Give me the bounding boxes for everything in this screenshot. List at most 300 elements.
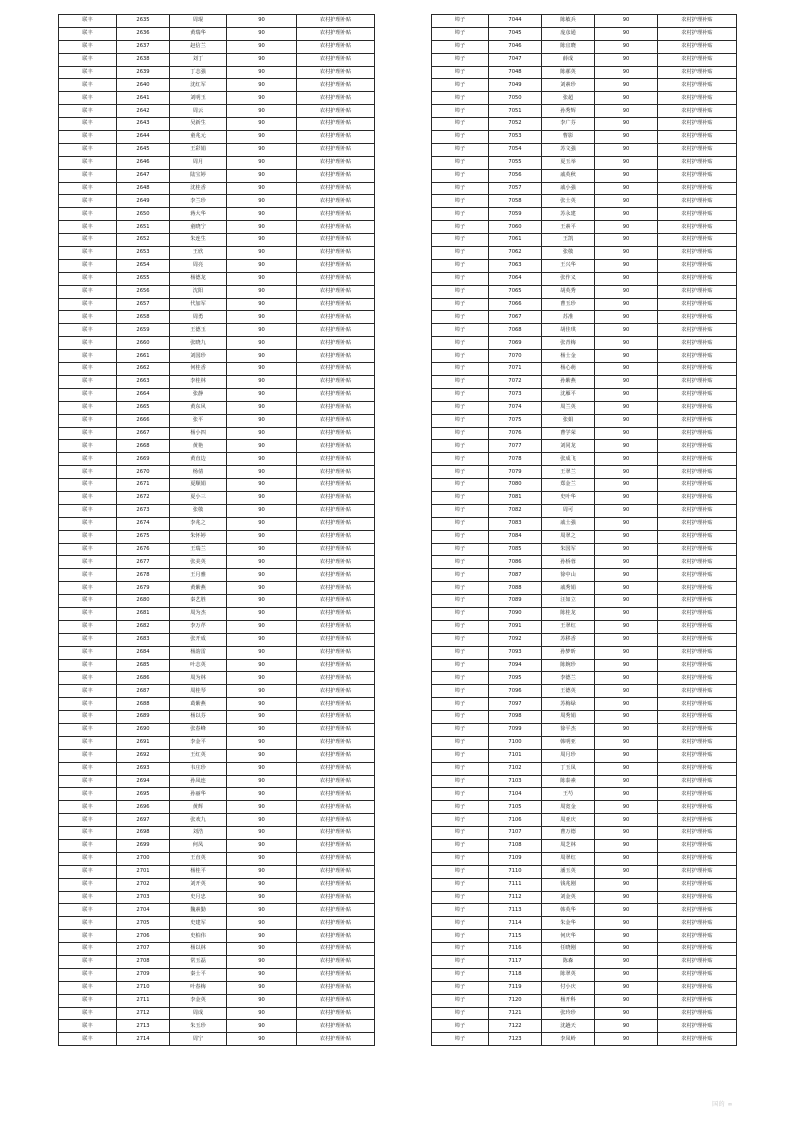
id-cell: 2659 <box>117 324 170 337</box>
category-cell: 农村护理补贴 <box>658 569 737 582</box>
village-cell: 埠子 <box>432 595 489 608</box>
village-cell: 联丰 <box>59 272 117 285</box>
id-cell: 7117 <box>489 956 542 969</box>
name-cell: 周宁 <box>170 1033 227 1046</box>
table-row <box>59 298 375 311</box>
name-cell: 杨开科 <box>542 994 595 1007</box>
village-cell: 联丰 <box>59 401 117 414</box>
name-cell: 韦庄珍 <box>170 762 227 775</box>
category-cell: 农村护理补贴 <box>658 169 737 182</box>
table-row <box>432 865 737 878</box>
id-cell: 2635 <box>117 15 170 28</box>
left-roster-table <box>58 14 375 1046</box>
amount-cell: 90 <box>227 698 297 711</box>
table-row <box>432 930 737 943</box>
category-cell: 农村护理补贴 <box>297 698 375 711</box>
category-cell: 农村护理补贴 <box>297 749 375 762</box>
amount-cell: 90 <box>595 981 658 994</box>
id-cell: 2692 <box>117 749 170 762</box>
village-cell: 联丰 <box>59 659 117 672</box>
name-cell: 周秀娟 <box>542 711 595 724</box>
category-cell: 农村护理补贴 <box>658 1007 737 1020</box>
village-cell: 联丰 <box>59 131 117 144</box>
village-cell: 联丰 <box>59 1033 117 1046</box>
name-cell: 周琨 <box>170 15 227 28</box>
name-cell: 代加军 <box>170 298 227 311</box>
amount-cell: 90 <box>227 221 297 234</box>
id-cell: 7065 <box>489 285 542 298</box>
id-cell: 7081 <box>489 491 542 504</box>
name-cell: 陈桂龙 <box>542 607 595 620</box>
category-cell: 农村护理补贴 <box>658 27 737 40</box>
name-cell: 李金平 <box>170 736 227 749</box>
table-row <box>432 311 737 324</box>
id-cell: 7106 <box>489 814 542 827</box>
category-cell: 农村护理补贴 <box>658 646 737 659</box>
category-cell: 农村护理补贴 <box>297 337 375 350</box>
id-cell: 2691 <box>117 736 170 749</box>
category-cell: 农村护理补贴 <box>658 221 737 234</box>
name-cell: 周宽金 <box>542 801 595 814</box>
category-cell: 农村护理补贴 <box>658 775 737 788</box>
table-row <box>432 530 737 543</box>
name-cell: 韩英华 <box>542 904 595 917</box>
category-cell: 农村护理补贴 <box>297 131 375 144</box>
village-cell: 联丰 <box>59 865 117 878</box>
category-cell: 农村护理补贴 <box>658 852 737 865</box>
table-row <box>432 143 737 156</box>
amount-cell: 90 <box>595 698 658 711</box>
id-cell: 7071 <box>489 363 542 376</box>
name-cell: 戚秀娟 <box>542 582 595 595</box>
category-cell: 农村护理补贴 <box>658 930 737 943</box>
table-row <box>432 234 737 247</box>
id-cell: 7062 <box>489 247 542 260</box>
id-cell: 2675 <box>117 530 170 543</box>
name-cell: 周亚庆 <box>542 814 595 827</box>
name-cell: 史叶华 <box>542 491 595 504</box>
id-cell: 7070 <box>489 350 542 363</box>
table-row <box>59 118 375 131</box>
table-row <box>59 543 375 556</box>
village-cell: 埠子 <box>432 801 489 814</box>
category-cell: 农村护理补贴 <box>297 852 375 865</box>
amount-cell: 90 <box>227 504 297 517</box>
amount-cell: 90 <box>227 491 297 504</box>
category-cell: 农村护理补贴 <box>658 131 737 144</box>
table-row <box>432 1033 737 1046</box>
village-cell: 埠子 <box>432 917 489 930</box>
name-cell: 沈阳 <box>170 285 227 298</box>
name-cell: 叶春梅 <box>170 981 227 994</box>
amount-cell: 90 <box>595 156 658 169</box>
table-row <box>432 66 737 79</box>
name-cell: 孙紫燕 <box>542 375 595 388</box>
name-cell: 王素平 <box>542 221 595 234</box>
category-cell: 农村护理补贴 <box>658 530 737 543</box>
table-row <box>432 517 737 530</box>
village-cell: 埠子 <box>432 530 489 543</box>
table-row <box>59 904 375 917</box>
id-cell: 2674 <box>117 517 170 530</box>
name-cell: 叶志英 <box>170 659 227 672</box>
category-cell: 农村护理补贴 <box>658 814 737 827</box>
amount-cell: 90 <box>595 827 658 840</box>
amount-cell: 90 <box>227 53 297 66</box>
table-row <box>432 711 737 724</box>
amount-cell: 90 <box>595 904 658 917</box>
village-cell: 埠子 <box>432 878 489 891</box>
id-cell: 7102 <box>489 762 542 775</box>
table-row <box>59 156 375 169</box>
table-row <box>59 66 375 79</box>
amount-cell: 90 <box>595 956 658 969</box>
village-cell: 埠子 <box>432 930 489 943</box>
amount-cell: 90 <box>227 479 297 492</box>
table-row <box>59 221 375 234</box>
amount-cell: 90 <box>595 723 658 736</box>
amount-cell: 90 <box>595 40 658 53</box>
category-cell: 农村护理补贴 <box>658 143 737 156</box>
table-row <box>432 878 737 891</box>
id-cell: 2646 <box>117 156 170 169</box>
id-cell: 2672 <box>117 491 170 504</box>
category-cell: 农村护理补贴 <box>658 711 737 724</box>
id-cell: 2708 <box>117 956 170 969</box>
category-cell: 农村护理补贴 <box>297 414 375 427</box>
amount-cell: 90 <box>227 620 297 633</box>
id-cell: 2685 <box>117 659 170 672</box>
amount-cell: 90 <box>227 659 297 672</box>
name-cell: 韩明亚 <box>542 736 595 749</box>
name-cell: 李凤岭 <box>542 1033 595 1046</box>
table-row <box>432 595 737 608</box>
village-cell: 联丰 <box>59 672 117 685</box>
village-cell: 联丰 <box>59 749 117 762</box>
table-row <box>59 569 375 582</box>
name-cell: 夏玉举 <box>542 156 595 169</box>
amount-cell: 90 <box>595 659 658 672</box>
id-cell: 2707 <box>117 943 170 956</box>
table-row <box>59 491 375 504</box>
village-cell: 埠子 <box>432 685 489 698</box>
table-row <box>59 968 375 981</box>
id-cell: 7052 <box>489 118 542 131</box>
table-row <box>432 607 737 620</box>
amount-cell: 90 <box>595 801 658 814</box>
name-cell: 刘国珍 <box>170 350 227 363</box>
amount-cell: 90 <box>227 466 297 479</box>
amount-cell: 90 <box>595 247 658 260</box>
table-row <box>59 272 375 285</box>
village-cell: 埠子 <box>432 440 489 453</box>
village-cell: 埠子 <box>432 827 489 840</box>
id-cell: 2673 <box>117 504 170 517</box>
table-row <box>432 981 737 994</box>
name-cell: 杨士金 <box>542 350 595 363</box>
table-row <box>59 646 375 659</box>
amount-cell: 90 <box>227 968 297 981</box>
table-row <box>59 195 375 208</box>
amount-cell: 90 <box>227 15 297 28</box>
name-cell: 王凯 <box>542 234 595 247</box>
name-cell: 王德英 <box>542 685 595 698</box>
id-cell: 7087 <box>489 569 542 582</box>
name-cell: 李桂林 <box>170 375 227 388</box>
name-cell: 杨以芬 <box>170 711 227 724</box>
name-cell: 周成 <box>170 1007 227 1020</box>
village-cell: 联丰 <box>59 375 117 388</box>
id-cell: 2656 <box>117 285 170 298</box>
village-cell: 联丰 <box>59 92 117 105</box>
category-cell: 农村护理补贴 <box>297 195 375 208</box>
amount-cell: 90 <box>595 840 658 853</box>
table-row <box>432 414 737 427</box>
table-row <box>59 1033 375 1046</box>
name-cell: 苏永建 <box>542 208 595 221</box>
name-cell: 徐中山 <box>542 569 595 582</box>
name-cell: 秦艺胜 <box>170 595 227 608</box>
id-cell: 2694 <box>117 775 170 788</box>
village-cell: 埠子 <box>432 169 489 182</box>
id-cell: 7067 <box>489 311 542 324</box>
category-cell: 农村护理补贴 <box>297 904 375 917</box>
category-cell: 农村护理补贴 <box>297 182 375 195</box>
category-cell: 农村护理补贴 <box>297 891 375 904</box>
village-cell: 联丰 <box>59 930 117 943</box>
category-cell: 农村护理补贴 <box>297 543 375 556</box>
category-cell: 农村护理补贴 <box>297 66 375 79</box>
table-row <box>432 891 737 904</box>
amount-cell: 90 <box>227 27 297 40</box>
village-cell: 联丰 <box>59 878 117 891</box>
name-cell: 周桂琴 <box>170 685 227 698</box>
category-cell: 农村护理补贴 <box>297 981 375 994</box>
village-cell: 埠子 <box>432 388 489 401</box>
amount-cell: 90 <box>595 1020 658 1033</box>
id-cell: 2650 <box>117 208 170 221</box>
category-cell: 农村护理补贴 <box>658 15 737 28</box>
village-cell: 联丰 <box>59 904 117 917</box>
name-cell: 黄辉 <box>170 801 227 814</box>
amount-cell: 90 <box>595 736 658 749</box>
amount-cell: 90 <box>227 981 297 994</box>
name-cell: 李兆之 <box>170 517 227 530</box>
name-cell: 周为林 <box>170 672 227 685</box>
village-cell: 联丰 <box>59 143 117 156</box>
amount-cell: 90 <box>595 543 658 556</box>
name-cell: 张超 <box>542 92 595 105</box>
table-row <box>432 814 737 827</box>
id-cell: 7108 <box>489 840 542 853</box>
category-cell: 农村护理补贴 <box>658 981 737 994</box>
village-cell: 埠子 <box>432 775 489 788</box>
village-cell: 埠子 <box>432 672 489 685</box>
id-cell: 7103 <box>489 775 542 788</box>
category-cell: 农村护理补贴 <box>658 118 737 131</box>
id-cell: 7078 <box>489 453 542 466</box>
table-row <box>432 788 737 801</box>
amount-cell: 90 <box>595 453 658 466</box>
amount-cell: 90 <box>227 685 297 698</box>
name-cell: 李兰珍 <box>170 195 227 208</box>
amount-cell: 90 <box>595 118 658 131</box>
table-row <box>432 221 737 234</box>
id-cell: 2671 <box>117 479 170 492</box>
name-cell: 周翠红 <box>542 852 595 865</box>
table-row <box>432 427 737 440</box>
id-cell: 7057 <box>489 182 542 195</box>
category-cell: 农村护理补贴 <box>297 427 375 440</box>
amount-cell: 90 <box>227 994 297 1007</box>
name-cell: 张欢九 <box>170 814 227 827</box>
table-row <box>432 775 737 788</box>
village-cell: 联丰 <box>59 968 117 981</box>
id-cell: 2714 <box>117 1033 170 1046</box>
amount-cell: 90 <box>227 607 297 620</box>
village-cell: 埠子 <box>432 556 489 569</box>
category-cell: 农村护理补贴 <box>297 388 375 401</box>
category-cell: 农村护理补贴 <box>658 491 737 504</box>
name-cell: 徐平杰 <box>542 723 595 736</box>
id-cell: 2695 <box>117 788 170 801</box>
amount-cell: 90 <box>227 440 297 453</box>
name-cell: 付小庆 <box>542 981 595 994</box>
village-cell: 埠子 <box>432 221 489 234</box>
amount-cell: 90 <box>595 285 658 298</box>
name-cell: 何桂香 <box>170 363 227 376</box>
amount-cell: 90 <box>595 27 658 40</box>
amount-cell: 90 <box>227 156 297 169</box>
village-cell: 联丰 <box>59 994 117 1007</box>
village-cell: 埠子 <box>432 620 489 633</box>
village-cell: 联丰 <box>59 711 117 724</box>
amount-cell: 90 <box>595 852 658 865</box>
name-cell: 杨小四 <box>170 427 227 440</box>
name-cell: 陈翠英 <box>542 968 595 981</box>
village-cell: 埠子 <box>432 994 489 1007</box>
amount-cell: 90 <box>227 775 297 788</box>
category-cell: 农村护理补贴 <box>658 375 737 388</box>
village-cell: 埠子 <box>432 195 489 208</box>
village-cell: 联丰 <box>59 182 117 195</box>
category-cell: 农村护理补贴 <box>658 904 737 917</box>
village-cell: 埠子 <box>432 414 489 427</box>
amount-cell: 90 <box>595 865 658 878</box>
id-cell: 2682 <box>117 620 170 633</box>
category-cell: 农村护理补贴 <box>658 440 737 453</box>
id-cell: 2676 <box>117 543 170 556</box>
id-cell: 2665 <box>117 401 170 414</box>
name-cell: 杨心萌 <box>542 363 595 376</box>
name-cell: 陈宜晓 <box>542 40 595 53</box>
amount-cell: 90 <box>595 1007 658 1020</box>
id-cell: 7047 <box>489 53 542 66</box>
amount-cell: 90 <box>227 672 297 685</box>
name-cell: 李金英 <box>170 994 227 1007</box>
id-cell: 2654 <box>117 259 170 272</box>
name-cell: 王芍 <box>542 788 595 801</box>
amount-cell: 90 <box>227 633 297 646</box>
name-cell: 杨以林 <box>170 943 227 956</box>
id-cell: 2713 <box>117 1020 170 1033</box>
amount-cell: 90 <box>227 930 297 943</box>
id-cell: 2706 <box>117 930 170 943</box>
id-cell: 2647 <box>117 169 170 182</box>
table-row <box>432 827 737 840</box>
table-row <box>432 337 737 350</box>
amount-cell: 90 <box>227 79 297 92</box>
category-cell: 农村护理补贴 <box>297 479 375 492</box>
table-row <box>432 79 737 92</box>
amount-cell: 90 <box>595 672 658 685</box>
village-cell: 联丰 <box>59 736 117 749</box>
category-cell: 农村护理补贴 <box>658 801 737 814</box>
name-cell: 何庆华 <box>542 930 595 943</box>
category-cell: 农村护理补贴 <box>658 298 737 311</box>
amount-cell: 90 <box>595 350 658 363</box>
table-row <box>432 994 737 1007</box>
category-cell: 农村护理补贴 <box>658 917 737 930</box>
table-row <box>59 285 375 298</box>
name-cell: 孙丽华 <box>170 788 227 801</box>
village-cell: 埠子 <box>432 143 489 156</box>
village-cell: 埠子 <box>432 840 489 853</box>
amount-cell: 90 <box>595 208 658 221</box>
village-cell: 联丰 <box>59 337 117 350</box>
id-cell: 2663 <box>117 375 170 388</box>
category-cell: 农村护理补贴 <box>297 118 375 131</box>
table-row <box>432 479 737 492</box>
amount-cell: 90 <box>227 414 297 427</box>
amount-cell: 90 <box>595 388 658 401</box>
category-cell: 农村护理补贴 <box>658 1020 737 1033</box>
table-row <box>432 298 737 311</box>
category-cell: 农村护理补贴 <box>658 582 737 595</box>
village-cell: 联丰 <box>59 479 117 492</box>
category-cell: 农村护理补贴 <box>297 582 375 595</box>
table-row <box>59 363 375 376</box>
id-cell: 7118 <box>489 968 542 981</box>
village-cell: 埠子 <box>432 607 489 620</box>
name-cell: 戚士强 <box>542 517 595 530</box>
name-cell: 张青梅 <box>542 337 595 350</box>
table-row <box>59 981 375 994</box>
amount-cell: 90 <box>227 401 297 414</box>
id-cell: 7090 <box>489 607 542 620</box>
id-cell: 2711 <box>117 994 170 1007</box>
amount-cell: 90 <box>595 595 658 608</box>
village-cell: 埠子 <box>432 453 489 466</box>
name-cell: 朱连生 <box>170 234 227 247</box>
table-row <box>432 324 737 337</box>
table-row <box>432 169 737 182</box>
village-cell: 埠子 <box>432 981 489 994</box>
category-cell: 农村护理补贴 <box>658 337 737 350</box>
village-cell: 联丰 <box>59 208 117 221</box>
id-cell: 2664 <box>117 388 170 401</box>
name-cell: 周为杰 <box>170 607 227 620</box>
id-cell: 7110 <box>489 865 542 878</box>
village-cell: 埠子 <box>432 247 489 260</box>
category-cell: 农村护理补贴 <box>658 182 737 195</box>
village-cell: 联丰 <box>59 827 117 840</box>
category-cell: 农村护理补贴 <box>658 285 737 298</box>
table-row <box>59 40 375 53</box>
name-cell: 吴新生 <box>170 118 227 131</box>
amount-cell: 90 <box>595 259 658 272</box>
amount-cell: 90 <box>595 234 658 247</box>
